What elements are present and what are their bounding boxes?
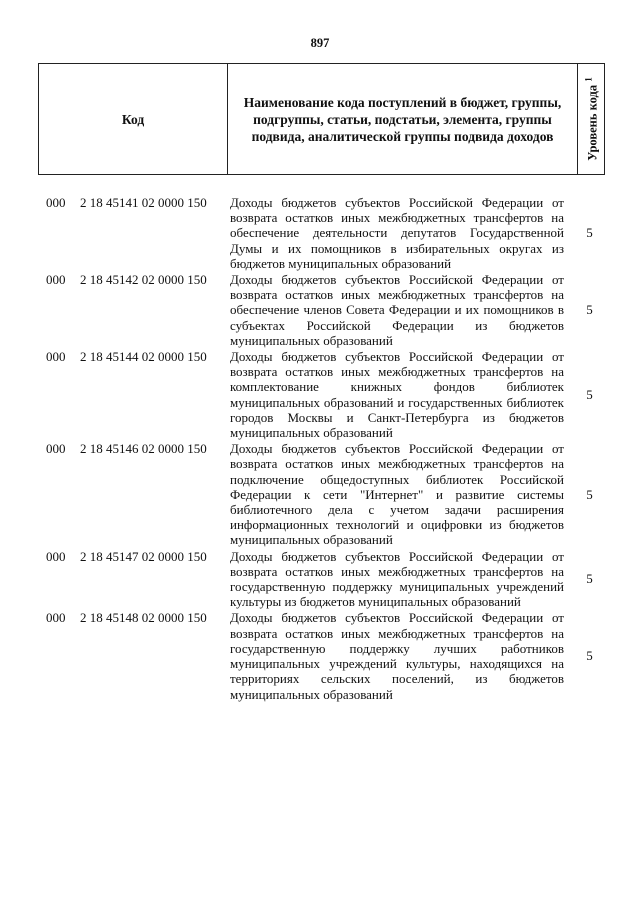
row-level: 5	[586, 387, 593, 403]
table-row	[38, 272, 605, 348]
row-name: Доходы бюджетов субъектов Российской Федерации от возврата остатков иных межбюджетных трансфертов на обеспечение членов Совета Федерации и их помощников в субъектах Российской Федерации из бюджетов муниципальных образований	[230, 272, 564, 348]
row-prefix: 000	[46, 349, 66, 365]
header-level-label: Уровень кода	[585, 84, 600, 161]
row-code: 2 18 45148 02 0000 150	[80, 610, 207, 626]
row-name: Доходы бюджетов субъектов Российской Федерации от возврата остатков иных межбюджетных трансфертов на государственную поддержку муниципальных учреждений культуры из бюджетов муниципальных образований	[230, 548, 564, 610]
row-prefix: 000	[46, 272, 66, 288]
row-prefix: 000	[46, 441, 66, 457]
table-row	[38, 195, 605, 271]
table-row	[38, 549, 605, 610]
table-row	[38, 610, 605, 701]
row-prefix: 000	[46, 195, 66, 210]
row-name: Доходы бюджетов субъектов Российской Федерации от возврата остатков иных межбюджетных трансфертов на подключение общедоступных библиотек Российской Федерации к сети "Интернет" и развитие системы библиотечного дела с учетом задачи расширения информационных технологий и оцифровки из бюджетов муниципальных образований	[230, 441, 564, 548]
row-level: 5	[586, 648, 593, 664]
row-prefix: 000	[46, 610, 66, 626]
table-header	[38, 63, 605, 175]
header-level-footnote: 1	[583, 77, 594, 82]
row-name: Доходы бюджетов субъектов Российской Федерации от возврата остатков иных межбюджетных трансфертов на комплектование книжных фондов библиотек муниципальных образований и государственных библиотек городов Москвы и Санкт-Петербурга из бюджетов муниципальных образований	[230, 349, 564, 441]
row-level: 5	[586, 571, 593, 587]
row-code: 2 18 45147 02 0000 150	[80, 548, 207, 564]
table-row	[38, 349, 605, 440]
row-code: 2 18 45141 02 0000 150	[80, 195, 207, 210]
header-code: Код	[39, 64, 228, 174]
row-prefix: 000	[46, 548, 66, 564]
row-level: 5	[586, 302, 593, 318]
header-level-text	[580, 77, 601, 160]
row-code: 2 18 45144 02 0000 150	[80, 349, 207, 365]
table-body	[38, 195, 605, 703]
row-code: 2 18 45142 02 0000 150	[80, 272, 207, 288]
header-name: Наименование кода поступлений в бюджет, группы, подгруппы, статьи, подстатьи, элемента, группы подвида, аналитической группы подвида доходов	[228, 64, 578, 174]
table-row	[38, 441, 605, 547]
header-level	[578, 64, 604, 174]
page-number: 897	[310, 36, 330, 50]
row-level: 5	[586, 486, 593, 502]
row-level: 5	[586, 225, 593, 241]
row-name: Доходы бюджетов субъектов Российской Федерации от возврата остатков иных межбюджетных трансфертов на обеспечение деятельности депутатов Государственной Думы и их помощников в избирательных округах из бюджетов муниципальных образований	[230, 195, 564, 271]
row-code: 2 18 45146 02 0000 150	[80, 441, 207, 457]
row-name: Доходы бюджетов субъектов Российской Федерации от возврата остатков иных межбюджетных трансфертов на государственную поддержку лучших работников муниципальных учреждений культуры, находящихся на территориях сельских поселений, из бюджетов муниципальных образований	[230, 610, 564, 702]
